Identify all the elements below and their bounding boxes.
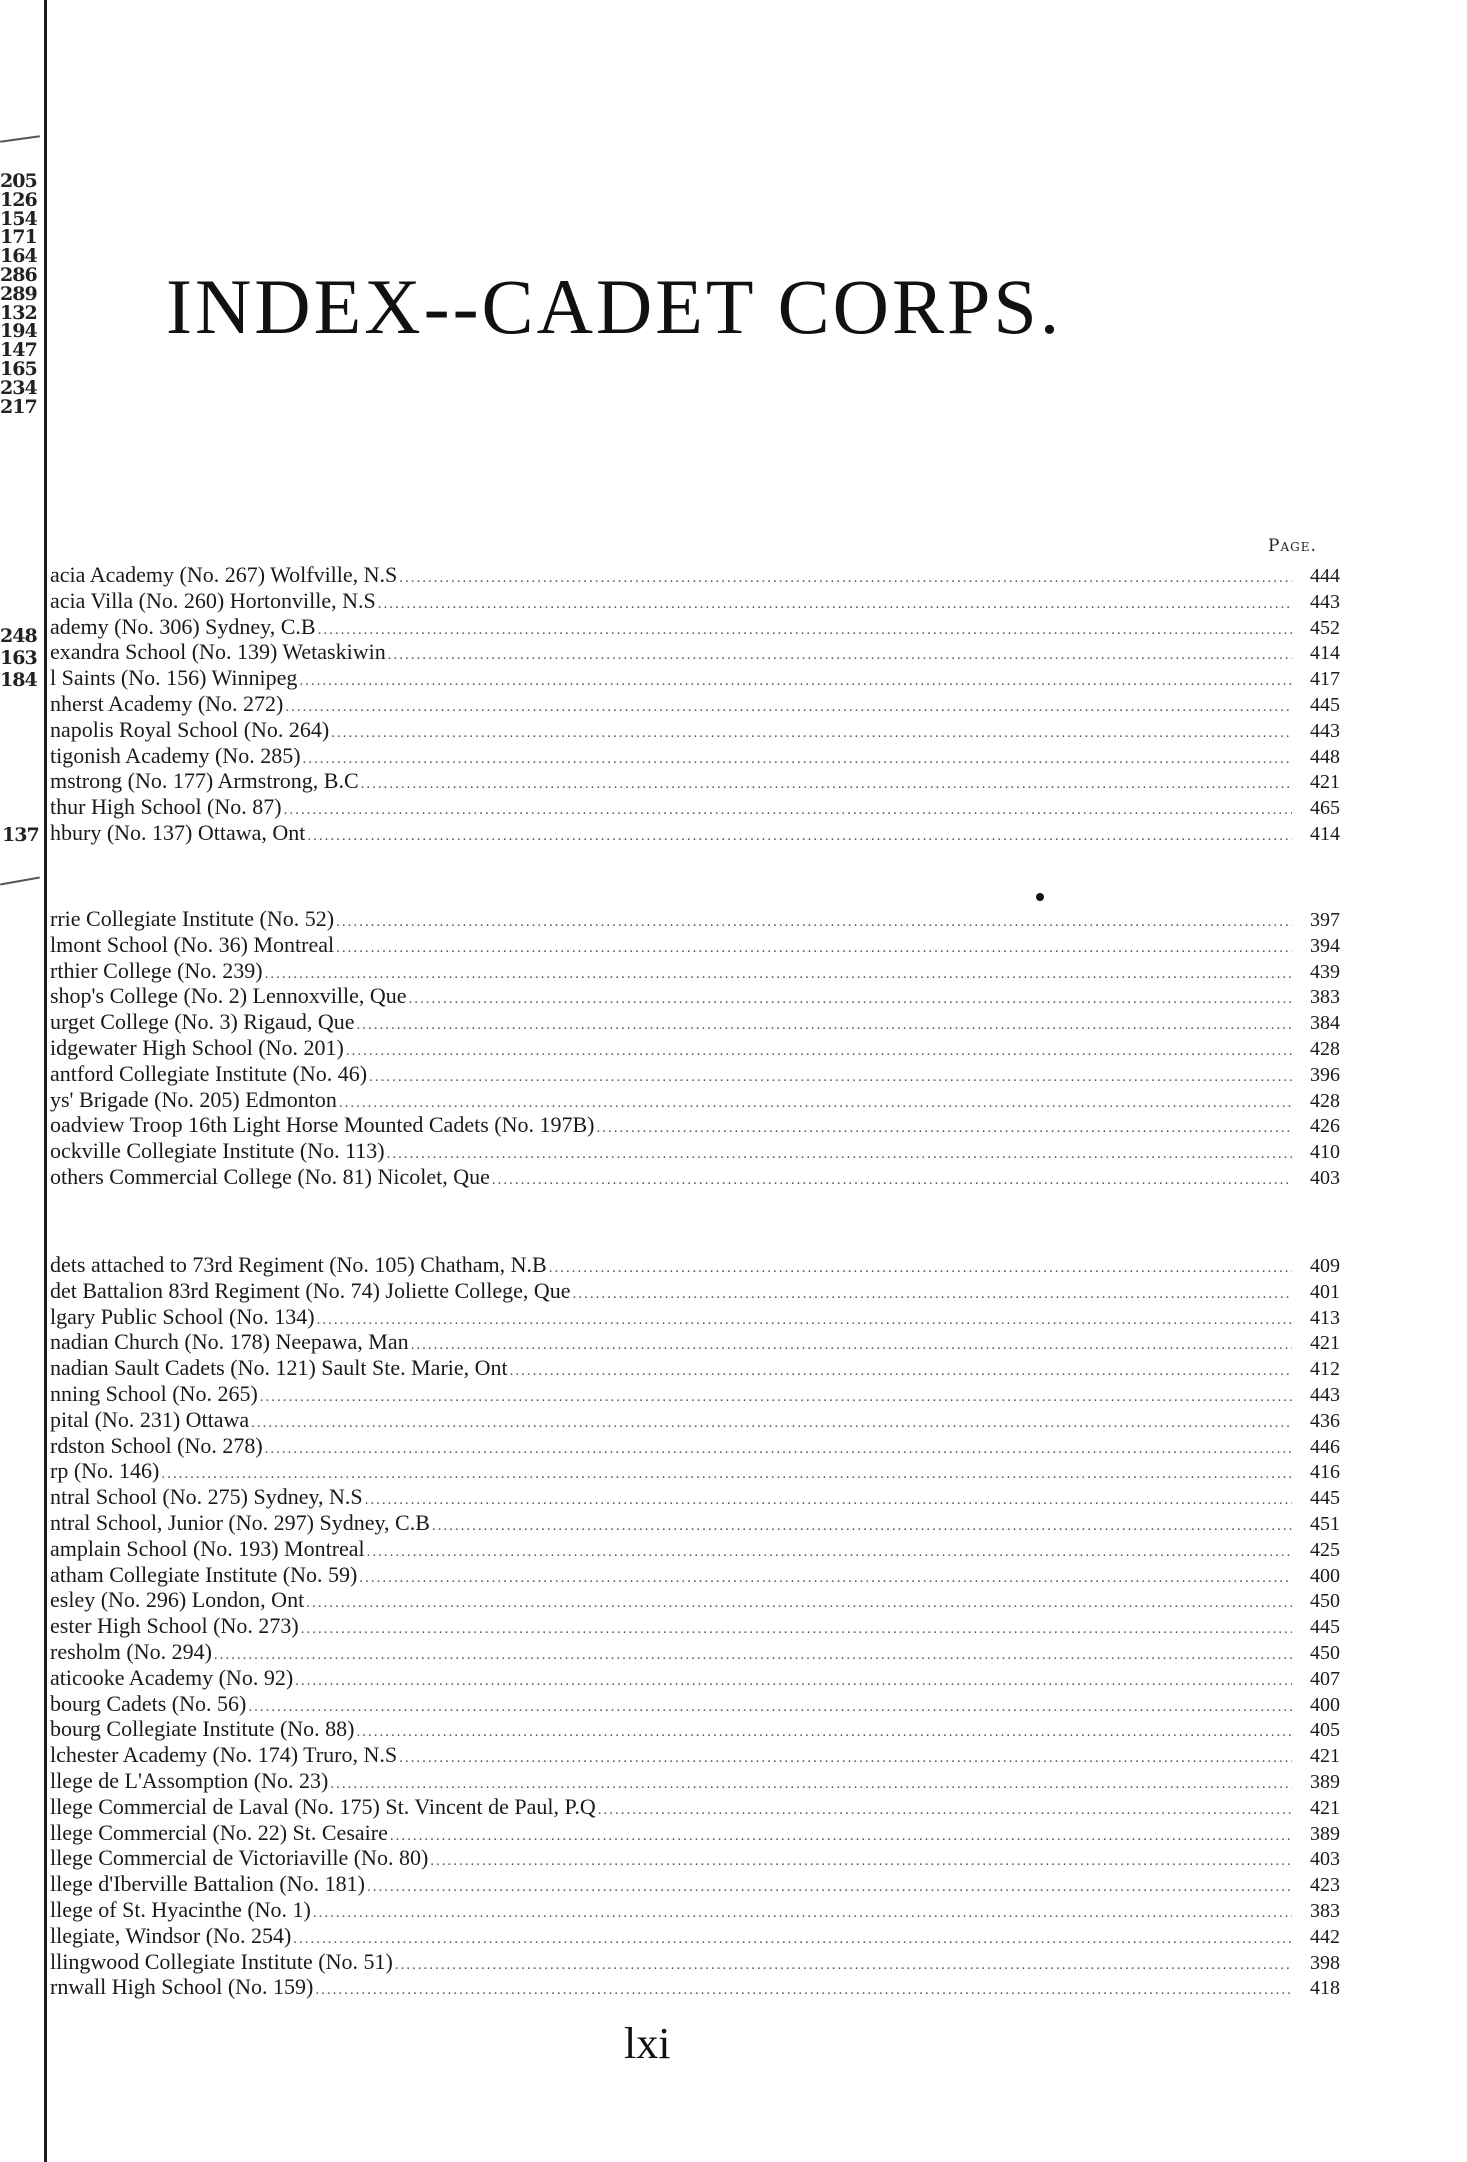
index-entry — [50, 1138, 1340, 1164]
entry-name: others Commercial College (No. 81) Nicolet, Que — [50, 1163, 490, 1189]
margin-number: 248 — [0, 625, 37, 647]
entry-name: llege Commercial (No. 22) St. Cesaire — [50, 1819, 388, 1845]
entry-name: nadian Church (No. 178) Neepawa, Man — [50, 1329, 409, 1355]
leader-dots — [376, 592, 1292, 614]
leader-dots — [249, 1411, 1292, 1433]
entry-page: 436 — [1310, 1409, 1340, 1432]
entry-page: 383 — [1310, 986, 1340, 1009]
entry-page: 439 — [1310, 960, 1340, 983]
index-entry — [50, 1278, 1340, 1304]
index-entry — [50, 1613, 1340, 1639]
entry-name: ntral School, Junior (No. 297) Sydney, C.B — [50, 1509, 430, 1535]
leader-dots — [365, 1540, 1292, 1562]
index-entry — [50, 1639, 1340, 1665]
leader-dots — [311, 1901, 1292, 1923]
entry-name: llege Commercial de Victoriaville (No. 80) — [50, 1845, 429, 1871]
entry-name: ntral School (No. 275) Sydney, N.S — [50, 1484, 363, 1510]
index-entry — [50, 614, 1340, 640]
index-entry — [50, 1329, 1340, 1355]
entry-page: 443 — [1310, 590, 1340, 613]
entry-name: pital (No. 231) Ottawa — [50, 1406, 250, 1432]
index-entry — [50, 1061, 1340, 1087]
entry-name: exandra School (No. 139) Wetaskiwin — [50, 639, 386, 665]
entry-name: bourg Collegiate Institute (No. 88) — [50, 1716, 355, 1742]
index-entry — [50, 1381, 1340, 1407]
entry-name: rdston School (No. 278) — [50, 1432, 263, 1458]
leader-dots — [212, 1643, 1292, 1665]
entry-page: 445 — [1310, 693, 1340, 716]
index-entry — [50, 794, 1340, 820]
leader-dots — [386, 643, 1292, 665]
entry-name: rnwall High School (No. 159) — [50, 1974, 314, 2000]
entry-page: 413 — [1310, 1306, 1340, 1329]
leader-dots — [297, 669, 1292, 691]
entry-page: 416 — [1310, 1461, 1340, 1484]
margin-number: 289 — [0, 282, 37, 305]
index-entry — [50, 1304, 1340, 1330]
leader-dots — [159, 1462, 1292, 1484]
index-entry — [50, 1087, 1340, 1113]
entry-name: aticooke Academy (No. 92) — [50, 1664, 294, 1690]
leader-dots — [397, 1746, 1292, 1768]
leader-dots — [293, 1669, 1292, 1691]
leader-dots — [263, 1437, 1292, 1459]
entry-page: 443 — [1310, 719, 1340, 742]
entry-page: 450 — [1310, 1641, 1340, 1664]
leader-dots — [385, 1142, 1292, 1164]
index-entry — [50, 1716, 1340, 1742]
leader-dots — [571, 1282, 1292, 1304]
leader-dots — [291, 1927, 1292, 1949]
entry-page: 414 — [1310, 642, 1340, 665]
margin-number: 165 — [0, 357, 37, 380]
leader-dots — [315, 1308, 1292, 1330]
index-entry — [50, 1768, 1340, 1794]
index-entry — [50, 1112, 1340, 1138]
margin-number-single: 137 — [2, 824, 39, 846]
entry-name: amplain School (No. 193) Montreal — [50, 1535, 365, 1561]
index-entry — [50, 1845, 1340, 1871]
margin-number: 126 — [0, 188, 37, 211]
margin-number: 171 — [0, 226, 37, 249]
leader-dots — [363, 1488, 1292, 1510]
leader-dots — [299, 1617, 1292, 1639]
margin-number: 217 — [0, 395, 37, 418]
leader-dots — [355, 1720, 1293, 1742]
leader-dots — [246, 1695, 1292, 1717]
entry-page: 398 — [1310, 1951, 1340, 1974]
entry-name: urget College (No. 3) Rigaud, Que — [50, 1009, 355, 1035]
index-entry — [50, 717, 1340, 743]
entry-page: 421 — [1310, 771, 1340, 794]
entry-name: acia Academy (No. 267) Wolfville, N.S — [50, 562, 398, 587]
entry-page: 428 — [1310, 1037, 1340, 1060]
margin-number: 194 — [0, 320, 37, 343]
entry-name: llege d'Iberville Battalion (No. 181) — [50, 1871, 365, 1897]
entry-name: lmont School (No. 36) Montreal — [50, 931, 335, 957]
leader-dots — [407, 987, 1292, 1009]
entry-name: oadview Troop 16th Light Horse Mounted Cadets (No. 197B) — [50, 1112, 595, 1138]
index-group-b — [50, 906, 1340, 1190]
entry-name: antford Collegiate Institute (No. 46) — [50, 1060, 368, 1086]
entry-page: 451 — [1310, 1512, 1340, 1535]
leader-dots — [409, 1333, 1292, 1355]
entry-name: rrie Collegiate Institute (No. 52) — [50, 906, 335, 931]
leader-dots — [344, 1039, 1292, 1061]
entry-name: nherst Academy (No. 272) — [50, 690, 284, 716]
entry-page: 405 — [1310, 1719, 1340, 1742]
index-entry — [50, 1665, 1340, 1691]
leader-dots — [283, 695, 1292, 717]
entry-page: 403 — [1310, 1848, 1340, 1871]
leader-dots — [508, 1359, 1292, 1381]
entry-name: det Battalion 83rd Regiment (No. 74) Joliette College, Que — [50, 1277, 571, 1303]
index-group-a — [50, 562, 1340, 846]
index-entry — [50, 1458, 1340, 1484]
margin-number: 154 — [0, 207, 37, 230]
index-entry — [50, 665, 1340, 691]
index-entry — [50, 1252, 1340, 1278]
leader-dots — [337, 1091, 1292, 1113]
margin-number: 205 — [0, 170, 37, 192]
entry-page: 443 — [1310, 1383, 1340, 1406]
entry-page: 445 — [1310, 1487, 1340, 1510]
entry-page: 384 — [1310, 1012, 1340, 1035]
index-entry — [50, 588, 1340, 614]
entry-name: dets attached to 73rd Regiment (No. 105) Chatham, N.B — [50, 1252, 547, 1277]
margin-number: 164 — [0, 245, 37, 268]
index-entry — [50, 1355, 1340, 1381]
entry-page: 445 — [1310, 1616, 1340, 1639]
leader-dots — [334, 936, 1292, 958]
leader-dots — [397, 566, 1292, 588]
leader-dots — [367, 1065, 1292, 1087]
index-entry — [50, 1484, 1340, 1510]
index-entry — [50, 958, 1340, 984]
page-folio: lxi — [624, 2019, 671, 2068]
entry-page: 418 — [1310, 1977, 1340, 2000]
entry-name: llege Commercial de Laval (No. 175) St. Vincent de Paul, P.Q — [50, 1793, 596, 1819]
margin-number: 163 — [0, 647, 37, 669]
index-entry — [50, 906, 1340, 932]
leader-dots — [365, 1875, 1292, 1897]
entry-page: 410 — [1310, 1141, 1340, 1164]
margin-number: 132 — [0, 301, 37, 324]
entry-name: ester High School (No. 273) — [50, 1613, 299, 1639]
index-entry — [50, 1820, 1340, 1846]
entry-name: rp (No. 146) — [50, 1458, 160, 1484]
leader-dots — [430, 1514, 1292, 1536]
leader-dots — [357, 1566, 1292, 1588]
index-entry — [50, 1164, 1340, 1190]
leader-dots — [547, 1256, 1292, 1278]
index-entry — [50, 768, 1340, 794]
entry-name: llingwood Collegiate Institute (No. 51) — [50, 1948, 393, 1974]
index-entry — [50, 1035, 1340, 1061]
entry-name: nning School (No. 265) — [50, 1380, 258, 1406]
entry-page: 423 — [1310, 1874, 1340, 1897]
leader-dots — [258, 1385, 1292, 1407]
entry-name: shop's College (No. 2) Lennoxville, Que — [50, 983, 407, 1009]
leader-dots — [263, 962, 1292, 984]
entry-page: 397 — [1310, 909, 1340, 931]
index-entry — [50, 1923, 1340, 1949]
entry-name: nadian Sault Cadets (No. 121) Sault Ste. Marie, Ont — [50, 1355, 508, 1381]
entry-name: napolis Royal School (No. 264) — [50, 716, 330, 742]
entry-name: acia Villa (No. 260) Hortonville, N.S — [50, 587, 376, 613]
entry-name: hbury (No. 137) Ottawa, Ont — [50, 819, 306, 845]
entry-page: 412 — [1310, 1358, 1340, 1381]
entry-name: atham Collegiate Institute (No. 59) — [50, 1561, 358, 1587]
entry-page: 414 — [1310, 822, 1340, 845]
entry-page: 421 — [1310, 1332, 1340, 1355]
index-entry — [50, 932, 1340, 958]
index-entry — [50, 1009, 1340, 1035]
entry-page: 389 — [1310, 1822, 1340, 1845]
entry-page: 400 — [1310, 1693, 1340, 1716]
entry-page: 426 — [1310, 1115, 1340, 1138]
index-entry — [50, 1510, 1340, 1536]
index-entry — [50, 983, 1340, 1009]
margin-numbers-mid — [0, 625, 40, 691]
entry-name: llege de L'Assomption (No. 23) — [50, 1767, 329, 1793]
entry-name: lgary Public School (No. 134) — [50, 1303, 315, 1329]
leader-dots — [594, 1116, 1292, 1138]
index-entry — [50, 1407, 1340, 1433]
index-entry — [50, 639, 1340, 665]
index-entry — [50, 562, 1340, 588]
entry-name: mstrong (No. 177) Armstrong, B.C — [50, 768, 359, 794]
ink-speck — [1036, 893, 1044, 901]
page-binding-edge — [44, 0, 47, 2162]
entry-name: ys' Brigade (No. 205) Edmonton — [50, 1086, 337, 1112]
leader-dots — [301, 747, 1292, 769]
entry-name: rthier College (No. 239) — [50, 957, 263, 983]
leader-dots — [428, 1849, 1292, 1871]
leader-dots — [328, 1772, 1292, 1794]
index-entry — [50, 1691, 1340, 1717]
margin-number: 184 — [0, 669, 37, 691]
index-entry — [50, 1871, 1340, 1897]
entry-page: 407 — [1310, 1667, 1340, 1690]
index-entry — [50, 691, 1340, 717]
entry-page: 444 — [1310, 565, 1340, 587]
leader-dots — [313, 1978, 1292, 2000]
entry-page: 450 — [1310, 1590, 1340, 1613]
entry-page: 446 — [1310, 1435, 1340, 1458]
leader-dots — [329, 721, 1292, 743]
entry-page: 442 — [1310, 1925, 1340, 1948]
page-title: INDEX--CADET CORPS. — [166, 263, 1063, 350]
index-entry — [50, 1742, 1340, 1768]
index-entry — [50, 1433, 1340, 1459]
leader-dots — [316, 618, 1292, 640]
index-entry — [50, 1587, 1340, 1613]
entry-page: 421 — [1310, 1796, 1340, 1819]
index-entry — [50, 1794, 1340, 1820]
leader-dots — [305, 824, 1292, 846]
leader-dots — [388, 1824, 1292, 1846]
index-entry — [50, 1949, 1340, 1975]
index-entry — [50, 1897, 1340, 1923]
entry-page: 396 — [1310, 1063, 1340, 1086]
margin-rule-bottom — [0, 877, 40, 886]
index-entry — [50, 820, 1340, 846]
index-group-c — [50, 1252, 1340, 2000]
entry-page: 417 — [1310, 668, 1340, 691]
entry-name: tigonish Academy (No. 285) — [50, 742, 301, 768]
margin-numbers-top — [0, 172, 40, 416]
entry-name: thur High School (No. 87) — [50, 794, 282, 820]
entry-page: 425 — [1310, 1538, 1340, 1561]
margin-number: 286 — [0, 263, 37, 286]
entry-page: 428 — [1310, 1089, 1340, 1112]
margin-rule-top — [0, 135, 40, 143]
entry-page: 409 — [1310, 1255, 1340, 1277]
index-entry — [50, 1536, 1340, 1562]
entry-name: l Saints (No. 156) Winnipeg — [50, 665, 298, 691]
page-column-label: Page. — [1268, 536, 1317, 556]
entry-name: llege of St. Hyacinthe (No. 1) — [50, 1896, 311, 1922]
entry-page: 389 — [1310, 1770, 1340, 1793]
entry-page: 383 — [1310, 1899, 1340, 1922]
leader-dots — [393, 1953, 1292, 1975]
entry-page: 400 — [1310, 1564, 1340, 1587]
entry-page: 448 — [1310, 745, 1340, 768]
entry-page: 403 — [1310, 1166, 1340, 1189]
index-entry — [50, 1974, 1340, 2000]
entry-page: 394 — [1310, 934, 1340, 957]
leader-dots — [304, 1591, 1292, 1613]
leader-dots — [334, 910, 1292, 932]
leader-dots — [596, 1798, 1292, 1820]
entry-name: idgewater High School (No. 201) — [50, 1034, 344, 1060]
leader-dots — [282, 798, 1292, 820]
entry-name: resholm (No. 294) — [50, 1638, 212, 1664]
entry-name: bourg Cadets (No. 56) — [50, 1690, 247, 1716]
entry-page: 421 — [1310, 1745, 1340, 1768]
entry-name: llegiate, Windsor (No. 254) — [50, 1922, 292, 1948]
leader-dots — [354, 1013, 1292, 1035]
entry-name: ockville Collegiate Institute (No. 113) — [50, 1138, 385, 1164]
index-entry — [50, 743, 1340, 769]
leader-dots — [359, 772, 1292, 794]
entry-page: 465 — [1310, 797, 1340, 820]
entry-name: ademy (No. 306) Sydney, C.B — [50, 613, 316, 639]
margin-number: 234 — [0, 376, 37, 399]
margin-number: 147 — [0, 339, 37, 362]
entry-name: lchester Academy (No. 174) Truro, N.S — [50, 1742, 398, 1768]
entry-page: 452 — [1310, 616, 1340, 639]
entry-name: esley (No. 296) London, Ont — [50, 1587, 305, 1613]
entry-page: 401 — [1310, 1280, 1340, 1303]
index-entry — [50, 1562, 1340, 1588]
leader-dots — [490, 1168, 1292, 1190]
